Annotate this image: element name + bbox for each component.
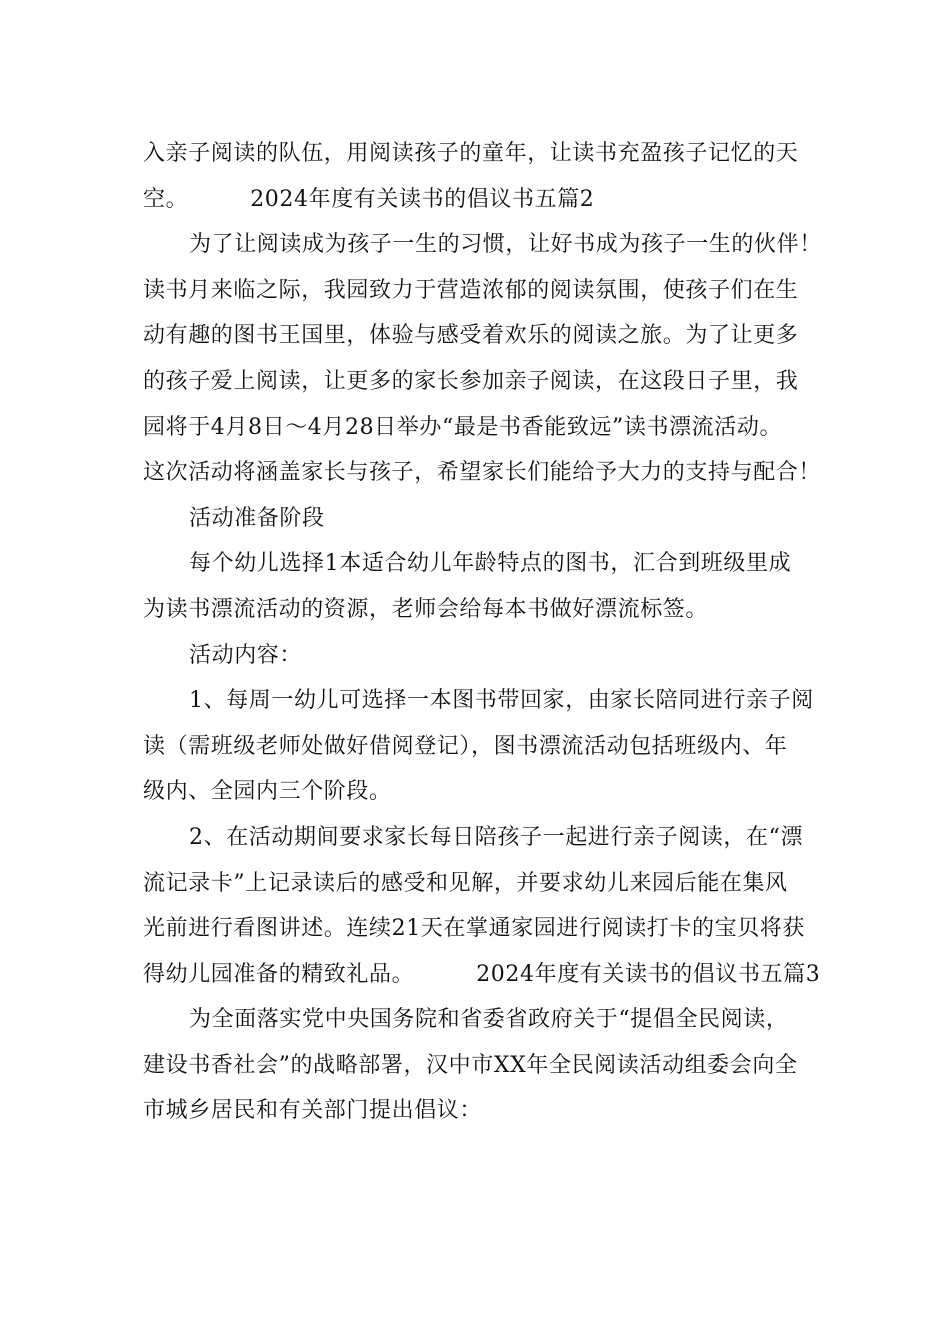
text-line: 入亲子阅读的队伍，用阅读孩子的童年，让读书充盈孩子记忆的天 bbox=[143, 141, 799, 166]
text-line: 级内、全园内三个阶段。 bbox=[143, 779, 392, 805]
text-line: 读书月来临之际，我园致力于营造浓郁的阅读氛围，使孩子们在生 bbox=[143, 277, 799, 303]
paragraph-start: 每个幼儿选择1本适合幼儿年龄特点的图书，汇合到班级里成 bbox=[189, 551, 792, 577]
paragraph-start: 为全面落实党中央国务院和省委省政府关于“提倡全民阅读， bbox=[189, 1007, 789, 1033]
text-line: 建设书香社会”的战略部署，汉中市XX年全民阅读活动组委会向全 bbox=[143, 1052, 798, 1078]
text-line: 为读书漂流活动的资源，老师会给每本书做好漂流标签。 bbox=[143, 596, 709, 622]
text-line: 园将于4月8日～4月28日举办“最是书香能致远”读书漂流活动。 bbox=[143, 414, 783, 440]
text-line: 市城乡居民和有关部门提出倡议： bbox=[143, 1098, 483, 1124]
text-line-with-heading bbox=[143, 952, 821, 998]
subheading: 活动准备阶段 bbox=[189, 505, 325, 531]
text-line-with-heading bbox=[143, 177, 813, 223]
text-line: 动有趣的图书王国里，体验与感受着欢乐的阅读之旅。为了让更多 bbox=[143, 323, 799, 349]
paragraph-start: 2、在活动期间要求家长每日陪孩子一起进行亲子阅读，在“漂 bbox=[189, 824, 804, 850]
section-heading: 2024年度有关读书的倡议书五篇3 bbox=[476, 961, 821, 987]
text-segment: 空。 bbox=[143, 186, 189, 212]
document-body bbox=[143, 131, 822, 1134]
text-line: 流记录卡”上记录读后的感受和见解，并要求幼儿来园后能在集风 bbox=[143, 870, 788, 896]
text-line: 光前进行看图讲述。连续21天在掌通家园进行阅读打卡的宝贝将获 bbox=[143, 916, 805, 942]
section-heading: 2024年度有关读书的倡议书五篇2 bbox=[250, 186, 595, 212]
paragraph-start: 为了让阅读成为孩子一生的习惯，让好书成为孩子一生的伙伴！ bbox=[189, 232, 822, 258]
text-segment: 得幼儿园准备的精致礼品。 bbox=[143, 961, 415, 987]
text-line: 的孩子爱上阅读，让更多的家长参加亲子阅读，在这段日子里，我 bbox=[143, 368, 799, 394]
text-line: 读（需班级老师处做好借阅登记），图书漂流活动包括班级内、年 bbox=[143, 733, 788, 759]
paragraph-start: 1、每周一幼儿可选择一本图书带回家，由家长陪同进行亲子阅 bbox=[189, 688, 814, 714]
text-line: 这次活动将涵盖家长与孩子，希望家长们能给予大力的支持与配合！ bbox=[143, 460, 822, 486]
subheading: 活动内容： bbox=[189, 642, 303, 668]
